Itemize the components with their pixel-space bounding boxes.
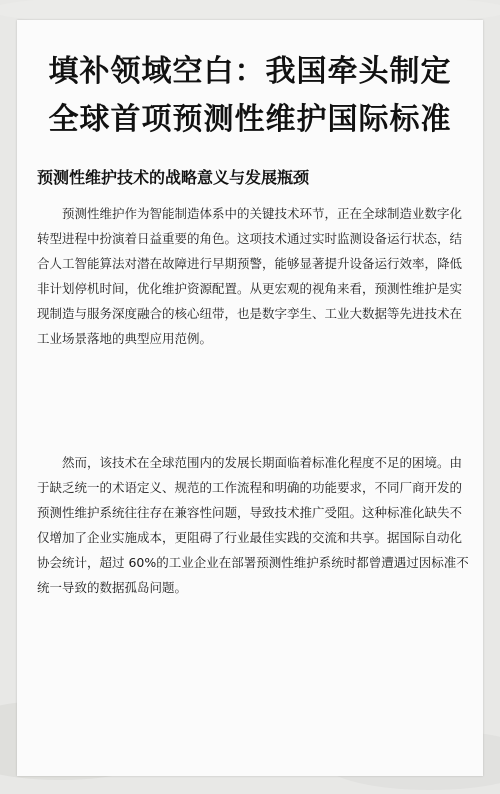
paragraph-2 (37, 450, 469, 600)
paragraph-line: 于缺乏统一的术语定义、规范的工作流程和明确的功能要求，不同厂商开发的 (37, 480, 463, 495)
title-line-2: 全球首项预测性维护国际标准 (48, 102, 452, 137)
paragraph-line: 现制造与服务深度融合的核心纽带，也是数字孪生、工业大数据等先进技术在 (37, 306, 463, 321)
paragraph-line: 仅增加了企业实施成本，更阻碍了行业最佳实践的交流和共享。据国际自动化 (37, 530, 463, 545)
paragraph-line: 工业场景落地的典型应用范例。 (37, 331, 213, 346)
article-card (17, 20, 483, 776)
paragraph-line-text: 然而，该技术在全球范围内的发展长期面临着标准化程度不足的困境。由 (62, 455, 463, 470)
section-heading: 预测性维护技术的战略意义与发展瓶颈 (37, 168, 310, 187)
page-title (17, 48, 483, 144)
title-line-1: 填补领域空白：我国牵头制定 (48, 54, 452, 89)
paragraph-line-text: 预测性维护作为智能制造体系中的关键技术环节，正在全球制造业数字化 (62, 206, 463, 221)
paragraph-line: 统一导致的数据孤岛问题。 (37, 580, 188, 595)
paragraph-line (37, 450, 462, 475)
paragraph-line: 转型进程中扮演着日益重要的角色。这项技术通过实时监测设备运行状态，结 (37, 231, 463, 246)
paragraph-line: 协会统计，超过 60%的工业企业在部署预测性维护系统时都曾遭遇过因标准不 (37, 555, 469, 570)
paragraph-1 (37, 201, 462, 351)
paragraph-line: 预测性维护系统往往存在兼容性问题，导致技术推广受阻。这种标准化缺失不 (37, 505, 463, 520)
paragraph-line (37, 201, 462, 226)
paragraph-line: 合人工智能算法对潜在故障进行早期预警，能够显著提升设备运行效率，降低 (37, 256, 463, 271)
paragraph-line: 非计划停机时间，优化维护资源配置。从更宏观的视角来看，预测性维护是实 (37, 281, 463, 296)
